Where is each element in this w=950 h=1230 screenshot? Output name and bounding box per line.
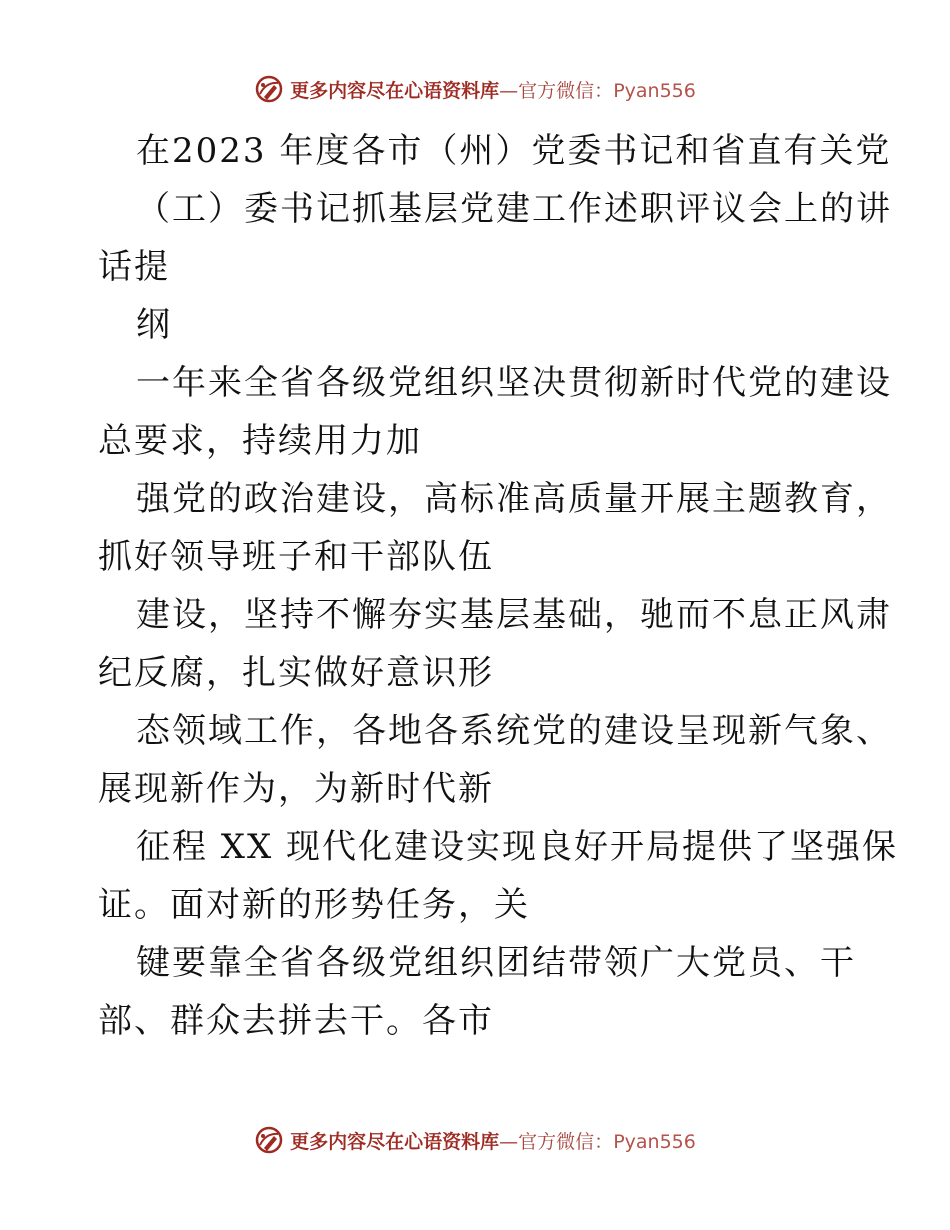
banner-text	[290, 1127, 696, 1154]
banner-text	[290, 76, 696, 103]
text-line: 纪反腐，扎实做好意识形	[98, 653, 494, 693]
document-body	[98, 122, 899, 1050]
text-line: 征程 XX 现代化建设实现良好开局提供了坚强保	[136, 827, 899, 867]
text-line: 一年来全省各级党组织坚决贯彻新时代党的建设	[136, 363, 892, 403]
text-line: 话提	[98, 247, 170, 287]
text-line: 总要求，持续用力加	[98, 421, 422, 461]
text-line: 在2023 年度各市（州）党委书记和省直有关党	[136, 131, 892, 171]
banner-separator: —	[499, 1130, 519, 1153]
text-line: 纲	[136, 305, 172, 345]
footer-banner	[0, 1123, 950, 1157]
banner-separator: —	[499, 79, 519, 102]
text-line: （工）委书记抓基层党建工作述职评议会上的讲	[136, 189, 892, 229]
banner-wechat-label: 官方微信：	[518, 79, 614, 102]
text-line: 建设，坚持不懈夯实基层基础，驰而不息正风肃	[136, 595, 892, 635]
text-line: 部、群众去拼去干。各市	[98, 1001, 494, 1041]
banner-wechat-id: Pyan556	[613, 79, 696, 102]
header-banner	[0, 72, 950, 106]
pen-logo-icon	[254, 1125, 284, 1155]
text-line: 键要靠全省各级党组织团结带领广大党员、干	[136, 943, 856, 983]
pen-logo-icon	[254, 74, 284, 104]
banner-wechat-id: Pyan556	[613, 1130, 696, 1153]
text-line: 展现新作为，为新时代新	[98, 769, 494, 809]
text-line: 证。面对新的形势任务，关	[98, 885, 530, 925]
text-line: 态领域工作，各地各系统党的建设呈现新气象、	[136, 711, 892, 751]
banner-wechat-label: 官方微信：	[518, 1130, 614, 1153]
text-line: 抓好领导班子和干部队伍	[98, 537, 494, 577]
banner-slogan: 更多内容尽在心语资料库	[290, 1130, 500, 1153]
text-line: 强党的政治建设，高标准高质量开展主题教育，	[136, 479, 892, 519]
banner-slogan: 更多内容尽在心语资料库	[290, 79, 500, 102]
